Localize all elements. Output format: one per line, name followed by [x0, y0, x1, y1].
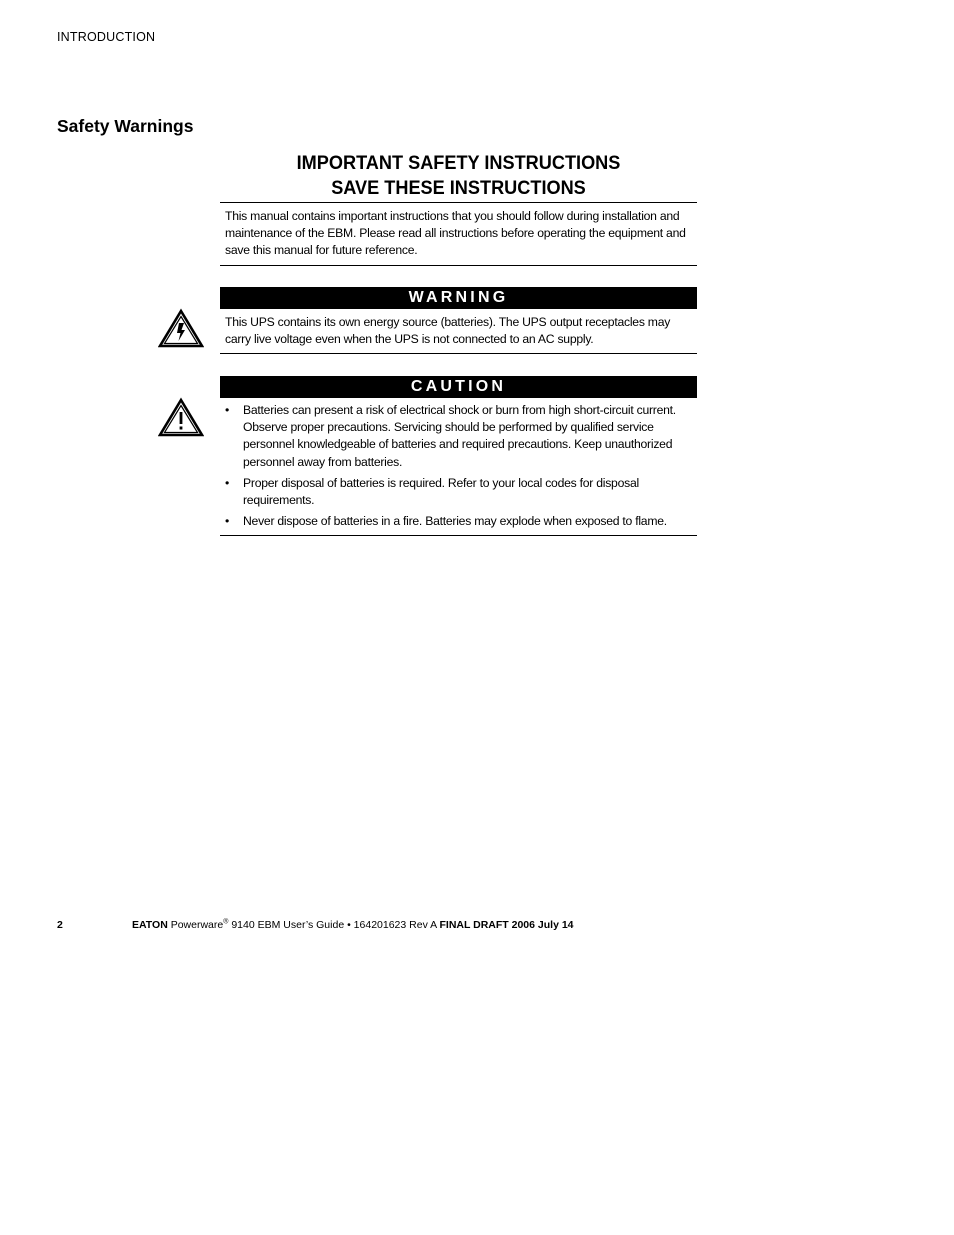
caution-list: [225, 402, 693, 530]
intro-text: This manual contains important instructions that you should follow during installation and maintenance of the EBM. Please read all instructions before operating the equipment and save this manual for future reference.: [225, 209, 686, 258]
caution-box: [220, 399, 697, 536]
main-heading: [237, 151, 681, 200]
bullet-icon: •: [225, 514, 230, 529]
section-title: Safety Warnings: [57, 116, 194, 136]
caution-banner: CAUTION: [220, 376, 697, 398]
footer-product: Powerware: [170, 919, 224, 931]
list-item: [225, 402, 693, 471]
running-head: INTRODUCTION: [57, 30, 156, 44]
caution-exclamation-icon: [158, 397, 204, 437]
intro-box: [220, 202, 697, 266]
registered-mark: ®: [223, 918, 229, 926]
footer-line: [132, 919, 574, 931]
list-item: [225, 475, 693, 509]
footer-guide: 9140 EBM User’s Guide • 164201623 Rev A: [231, 919, 440, 931]
footer-draft: FINAL DRAFT 2006 July 14: [439, 919, 574, 931]
bullet-icon: •: [225, 403, 230, 417]
footer-brand: EATON: [132, 919, 168, 931]
main-heading-line-2: SAVE THESE INSTRUCTIONS: [331, 176, 586, 199]
page-number: 2: [57, 919, 63, 931]
warning-box: [220, 309, 697, 354]
caution-item-text: Batteries can present a risk of electrical shock or burn from high short-circuit current. Observe proper precautions. Servicing should be performed by qualified service personnel knowledgeable of batteries and required precautions. Keep unauthorized personnel away from batteries.: [243, 403, 676, 469]
caution-item-text: Proper disposal of batteries is required. Refer to your local codes for disposal requirements.: [243, 475, 639, 508]
warning-text: This UPS contains its own energy source (batteries). The UPS output receptacles may carry live voltage even when the UPS is not connected to an AC supply.: [225, 315, 671, 347]
bullet-icon: •: [225, 475, 230, 490]
main-heading-line-1: IMPORTANT SAFETY INSTRUCTIONS: [296, 152, 621, 174]
warning-banner: WARNING: [220, 287, 697, 309]
high-voltage-icon: [158, 308, 204, 348]
list-item: [225, 513, 693, 530]
caution-item-text: Never dispose of batteries in a fire. Batteries may explode when exposed to flame.: [243, 514, 667, 529]
